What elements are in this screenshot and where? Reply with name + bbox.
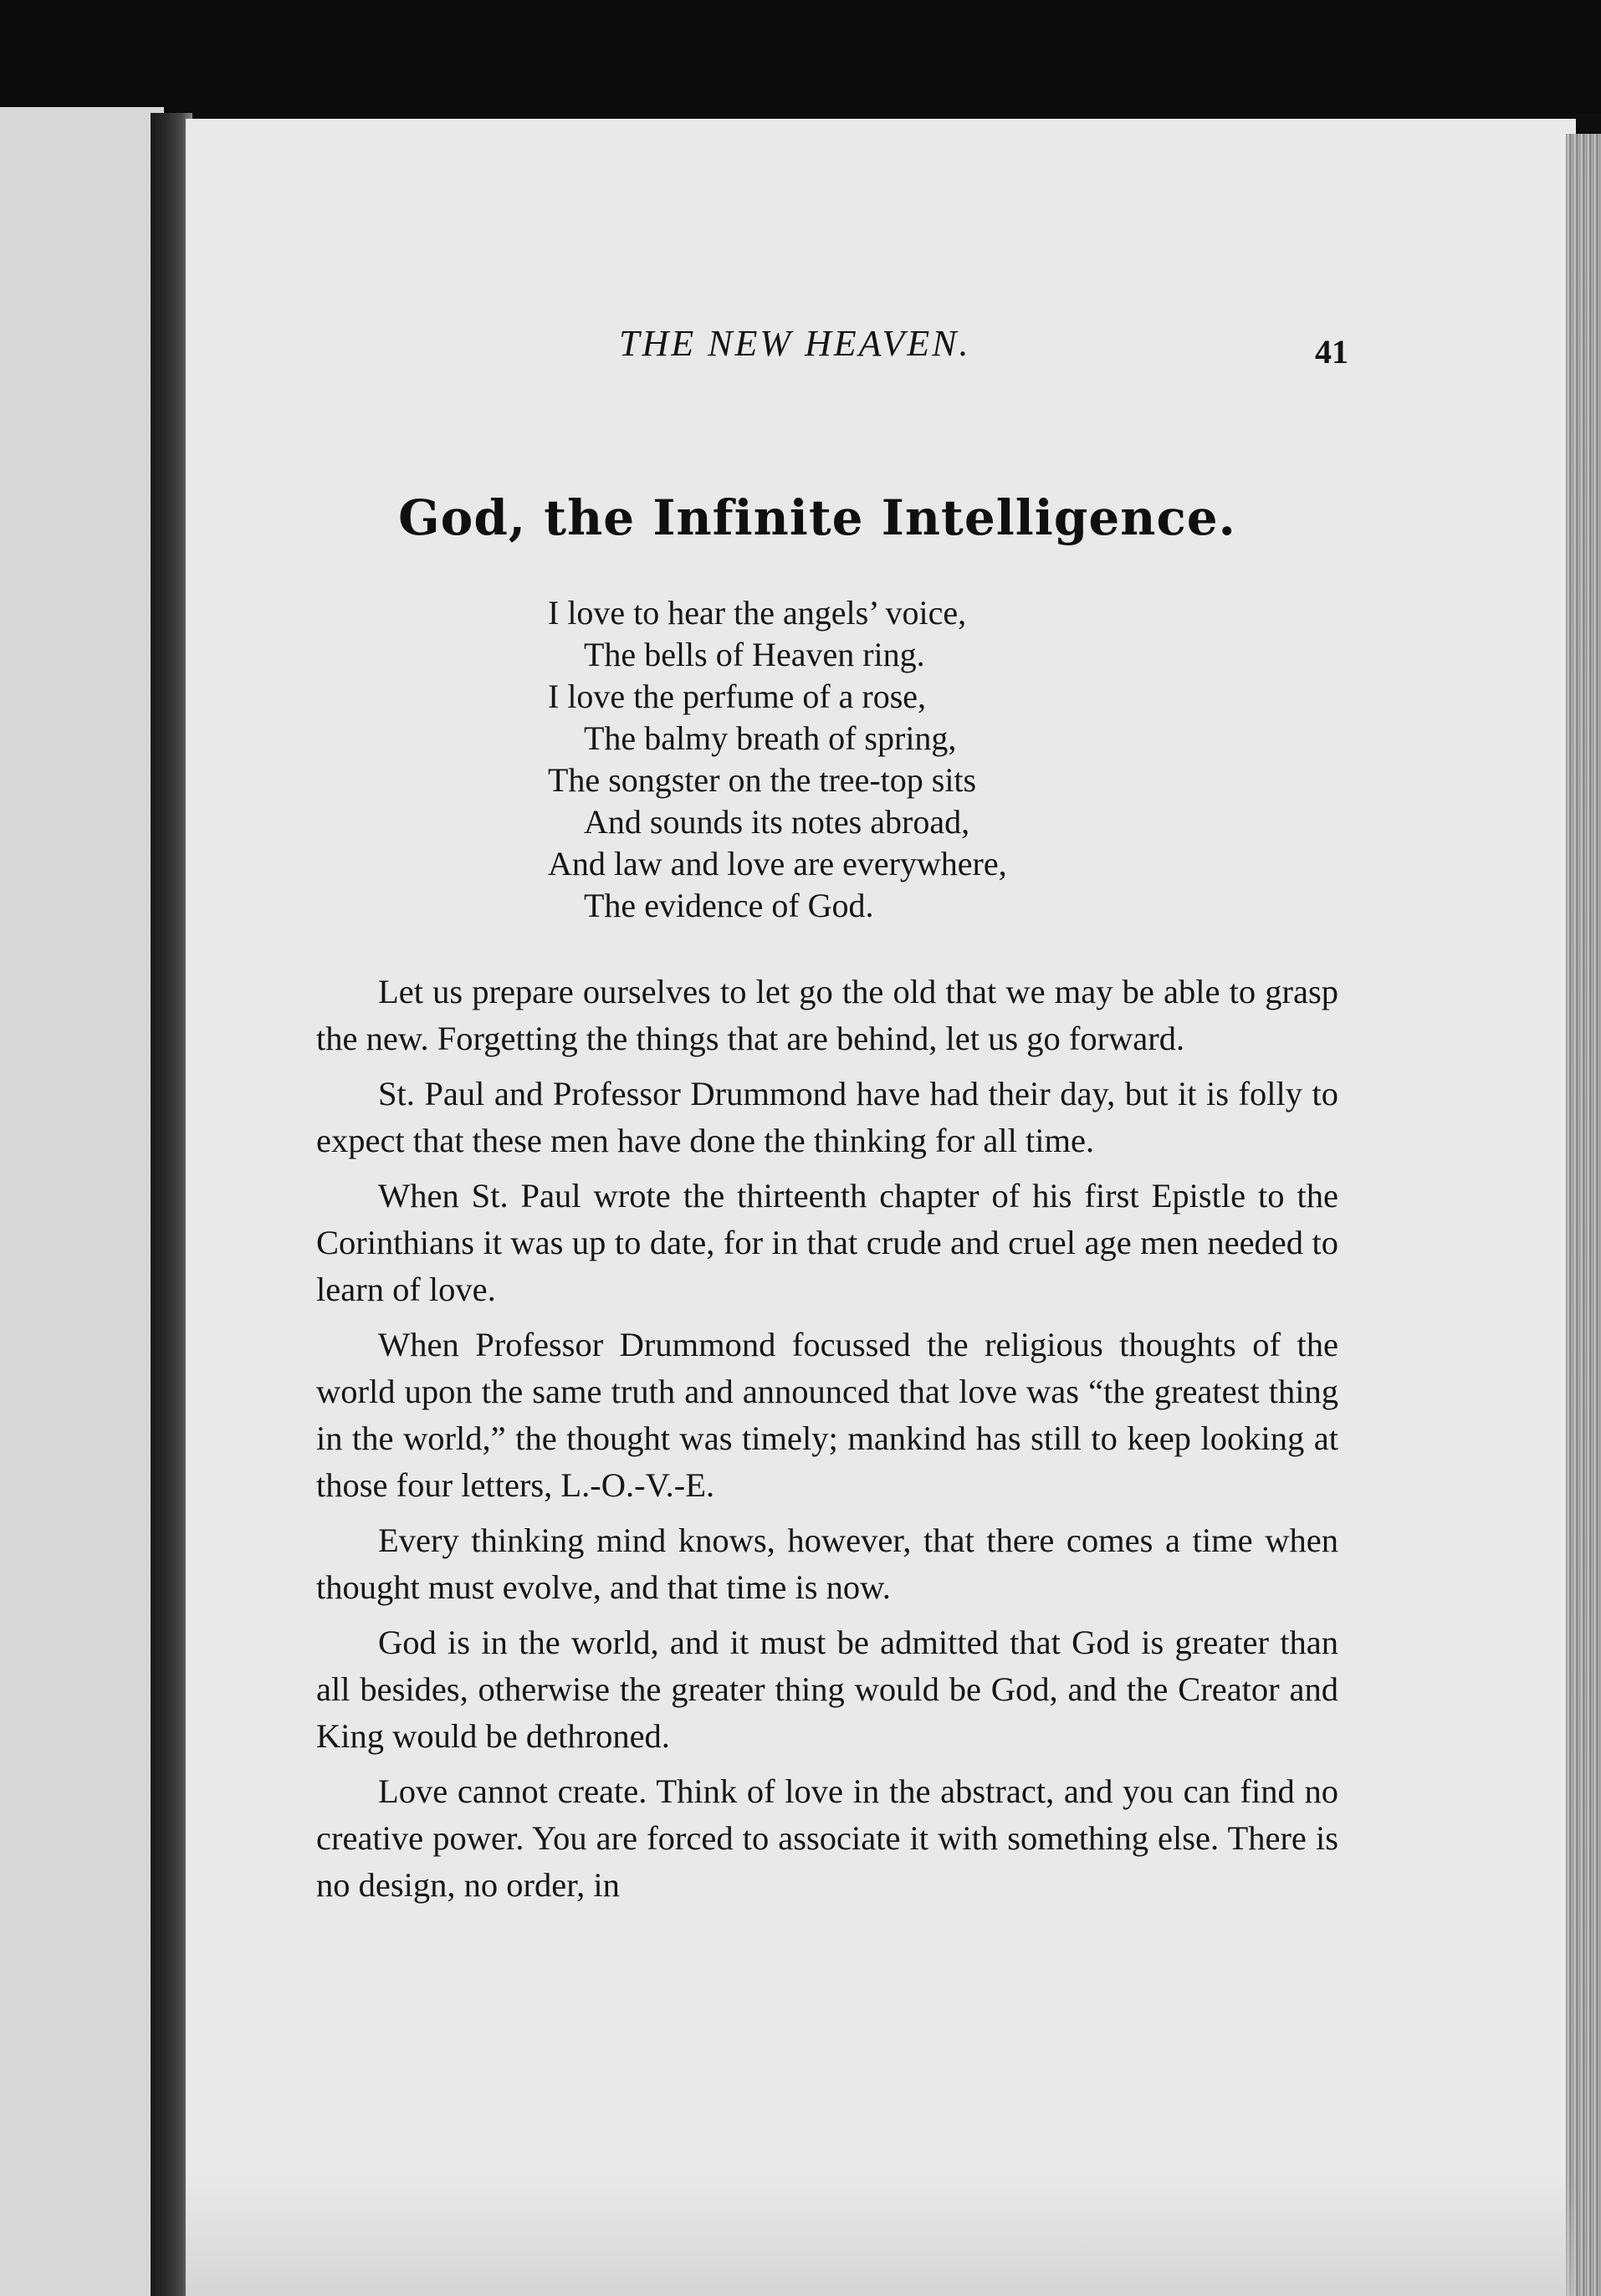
body-text [316, 969, 1338, 1917]
poem-line: The evidence of God. [584, 887, 874, 924]
paragraph: Love cannot create. Think of love in the abstract, and you can find no creative power. You are forced to associate it with something else. There is no design, no order, in [316, 1772, 1338, 1904]
page-stack-edge [1566, 134, 1601, 2296]
poem-line: And law and love are everywhere, [548, 845, 1007, 882]
chapter-title: God, the Infinite Intelligence. [398, 489, 1236, 546]
paragraph: Let us prepare ourselves to let go the old that we may be able to grasp the new. Forgetting the things that are behind, let us go forward. [316, 973, 1338, 1057]
left-page-edge [0, 107, 164, 2296]
paragraph: God is in the world, and it must be admitted that God is greater than all besides, otherwise the greater thing would be God, and the Creator and King would be dethroned. [316, 1624, 1338, 1755]
paragraph: Every thinking mind knows, however, that there comes a time when thought must evolve, and that time is now. [316, 1521, 1338, 1606]
paragraph: When Professor Drummond focussed the religious thoughts of the world upon the same truth and announced that love was “the greatest thing in the world,” the thought was timely; mankind has still to keep looking at those four letters, L.-O.-V.-E. [316, 1326, 1338, 1504]
poem-line: The balmy breath of spring, [584, 719, 957, 757]
poem-line: The bells of Heaven ring. [584, 636, 925, 673]
poem-line: I love to hear the angels’ voice, [548, 594, 967, 632]
poem-line: The songster on the tree-top sits [548, 761, 977, 799]
paragraph: St. Paul and Professor Drummond have had their day, but it is folly to expect that these men have done the thinking for all time. [316, 1075, 1338, 1159]
page-bottom-shadow [186, 2175, 1576, 2296]
paragraph: When St. Paul wrote the thirteenth chapter of his first Epistle to the Corinthians it was up to date, for in that crude and cruel age men needed to learn of love. [316, 1177, 1338, 1308]
poem-line: And sounds its notes abroad, [584, 803, 970, 841]
poem-line: I love the perfume of a rose, [548, 678, 927, 715]
running-head: THE NEW HEAVEN. [619, 323, 971, 364]
page-number: 41 [1315, 333, 1348, 371]
scan-background-top [0, 0, 1601, 113]
poem-stanza [548, 592, 1007, 927]
